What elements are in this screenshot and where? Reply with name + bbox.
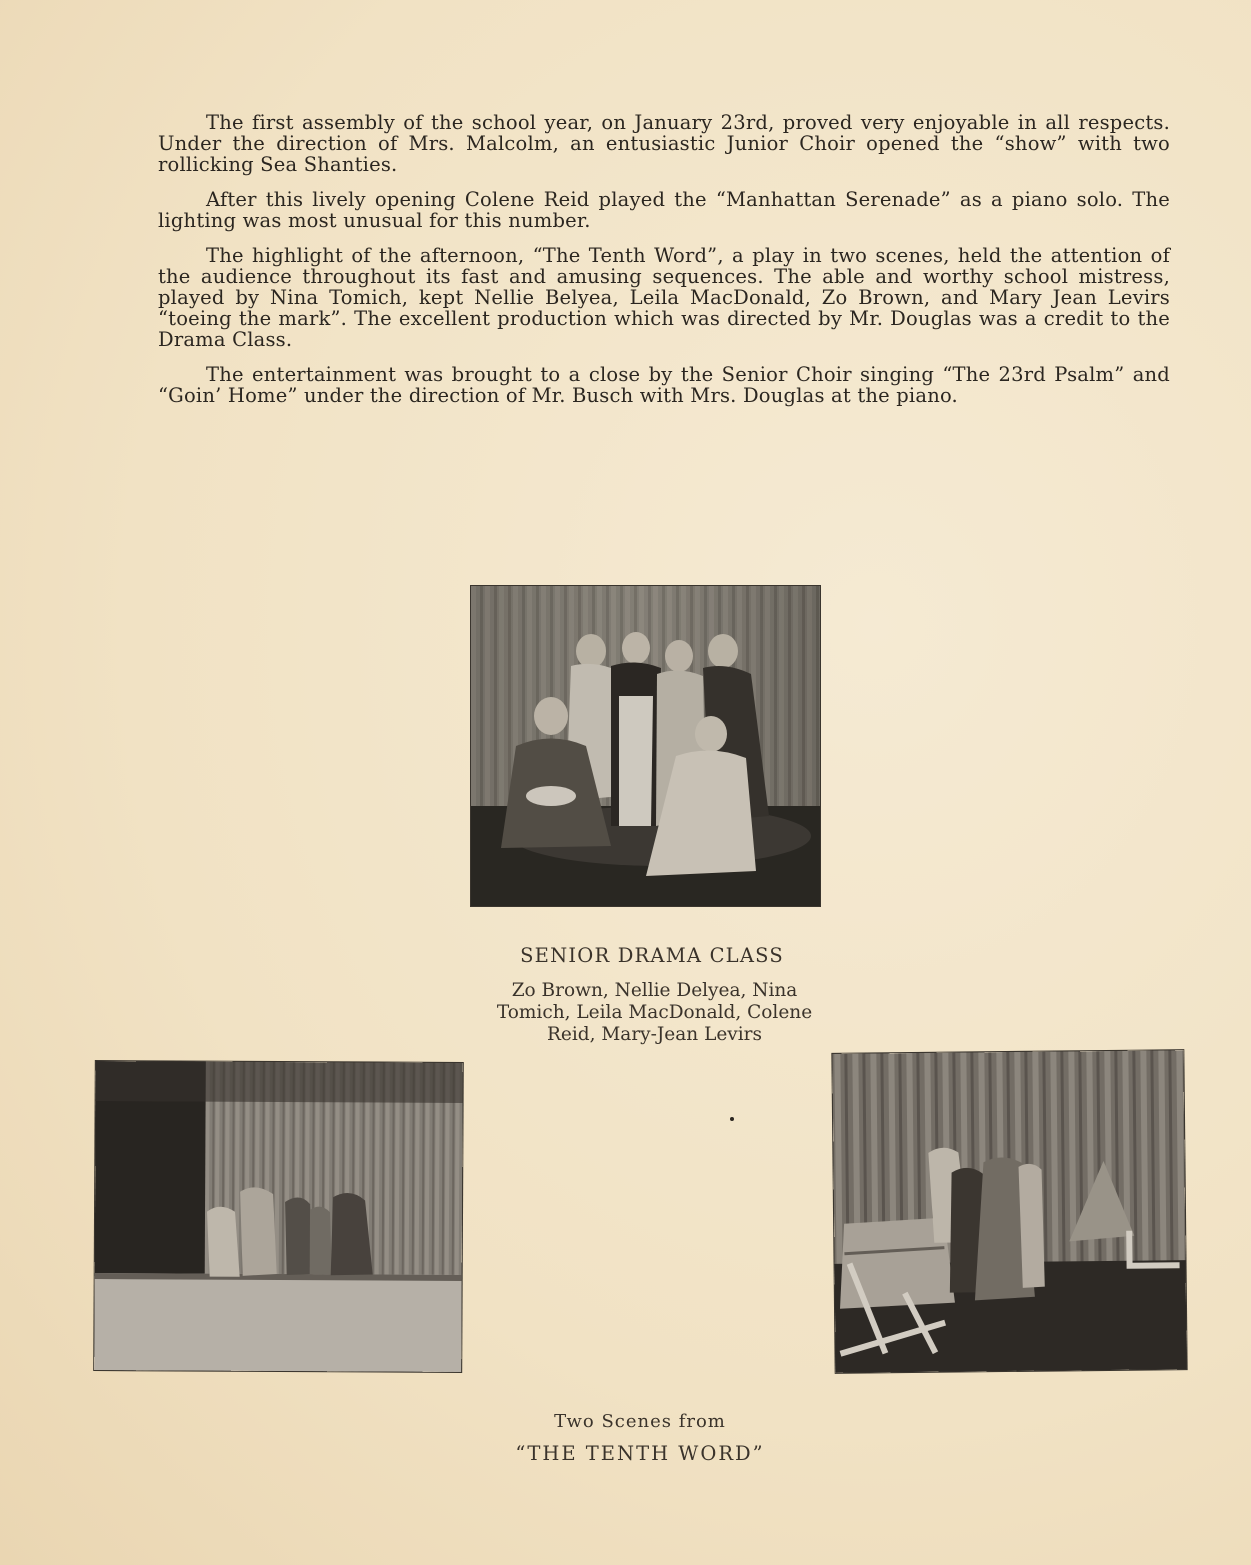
ink-speck: [730, 1117, 734, 1121]
drama-class-caption-names: Zo Brown, Nellie Delyea, Nina Tomich, Leila MacDonald, Colene Reid, Mary-Jean Levirs: [496, 980, 813, 1045]
article-paragraph: The first assembly of the school year, on January 23rd, proved very enjoyable in all respects. Under the direction of Mrs. Malcolm, an entusiastic Junior Choir opened the “show” with two rollicking Sea Shanties.: [158, 111, 1170, 176]
scenes-caption-line2: “THE TENTH WORD”: [515, 1442, 765, 1465]
drama-class-caption-title: SENIOR DRAMA CLASS: [520, 944, 784, 967]
article-text: [158, 112, 1170, 420]
scene-photo-right: [832, 1050, 1186, 1373]
scenes-caption-line1: Two Scenes from: [554, 1411, 726, 1432]
drama-class-photo: [471, 586, 820, 906]
article-paragraph: The highlight of the afternoon, “The Tenth Word”, a play in two scenes, held the attention of the audience throughout its fast and amusing sequences. The able and worthy school mistress, played by Nina Tomich, kept Nellie Belyea, Leila MacDonald, Zo Brown, and Mary Jean Levirs “toeing the mark”. The excellent production which was directed by Mr. Douglas was a credit to the Drama Class.: [158, 244, 1170, 351]
article-paragraph: The entertainment was brought to a close by the Senior Choir singing “The 23rd Psalm” and “Goin’ Home” under the direction of Mr. Busch with Mrs. Douglas at the piano.: [158, 363, 1170, 407]
scene-photo-left: [94, 1061, 463, 1372]
article-paragraph: After this lively opening Colene Reid played the “Manhattan Serenade” as a piano solo. The lighting was most unusual for this number.: [158, 188, 1170, 232]
